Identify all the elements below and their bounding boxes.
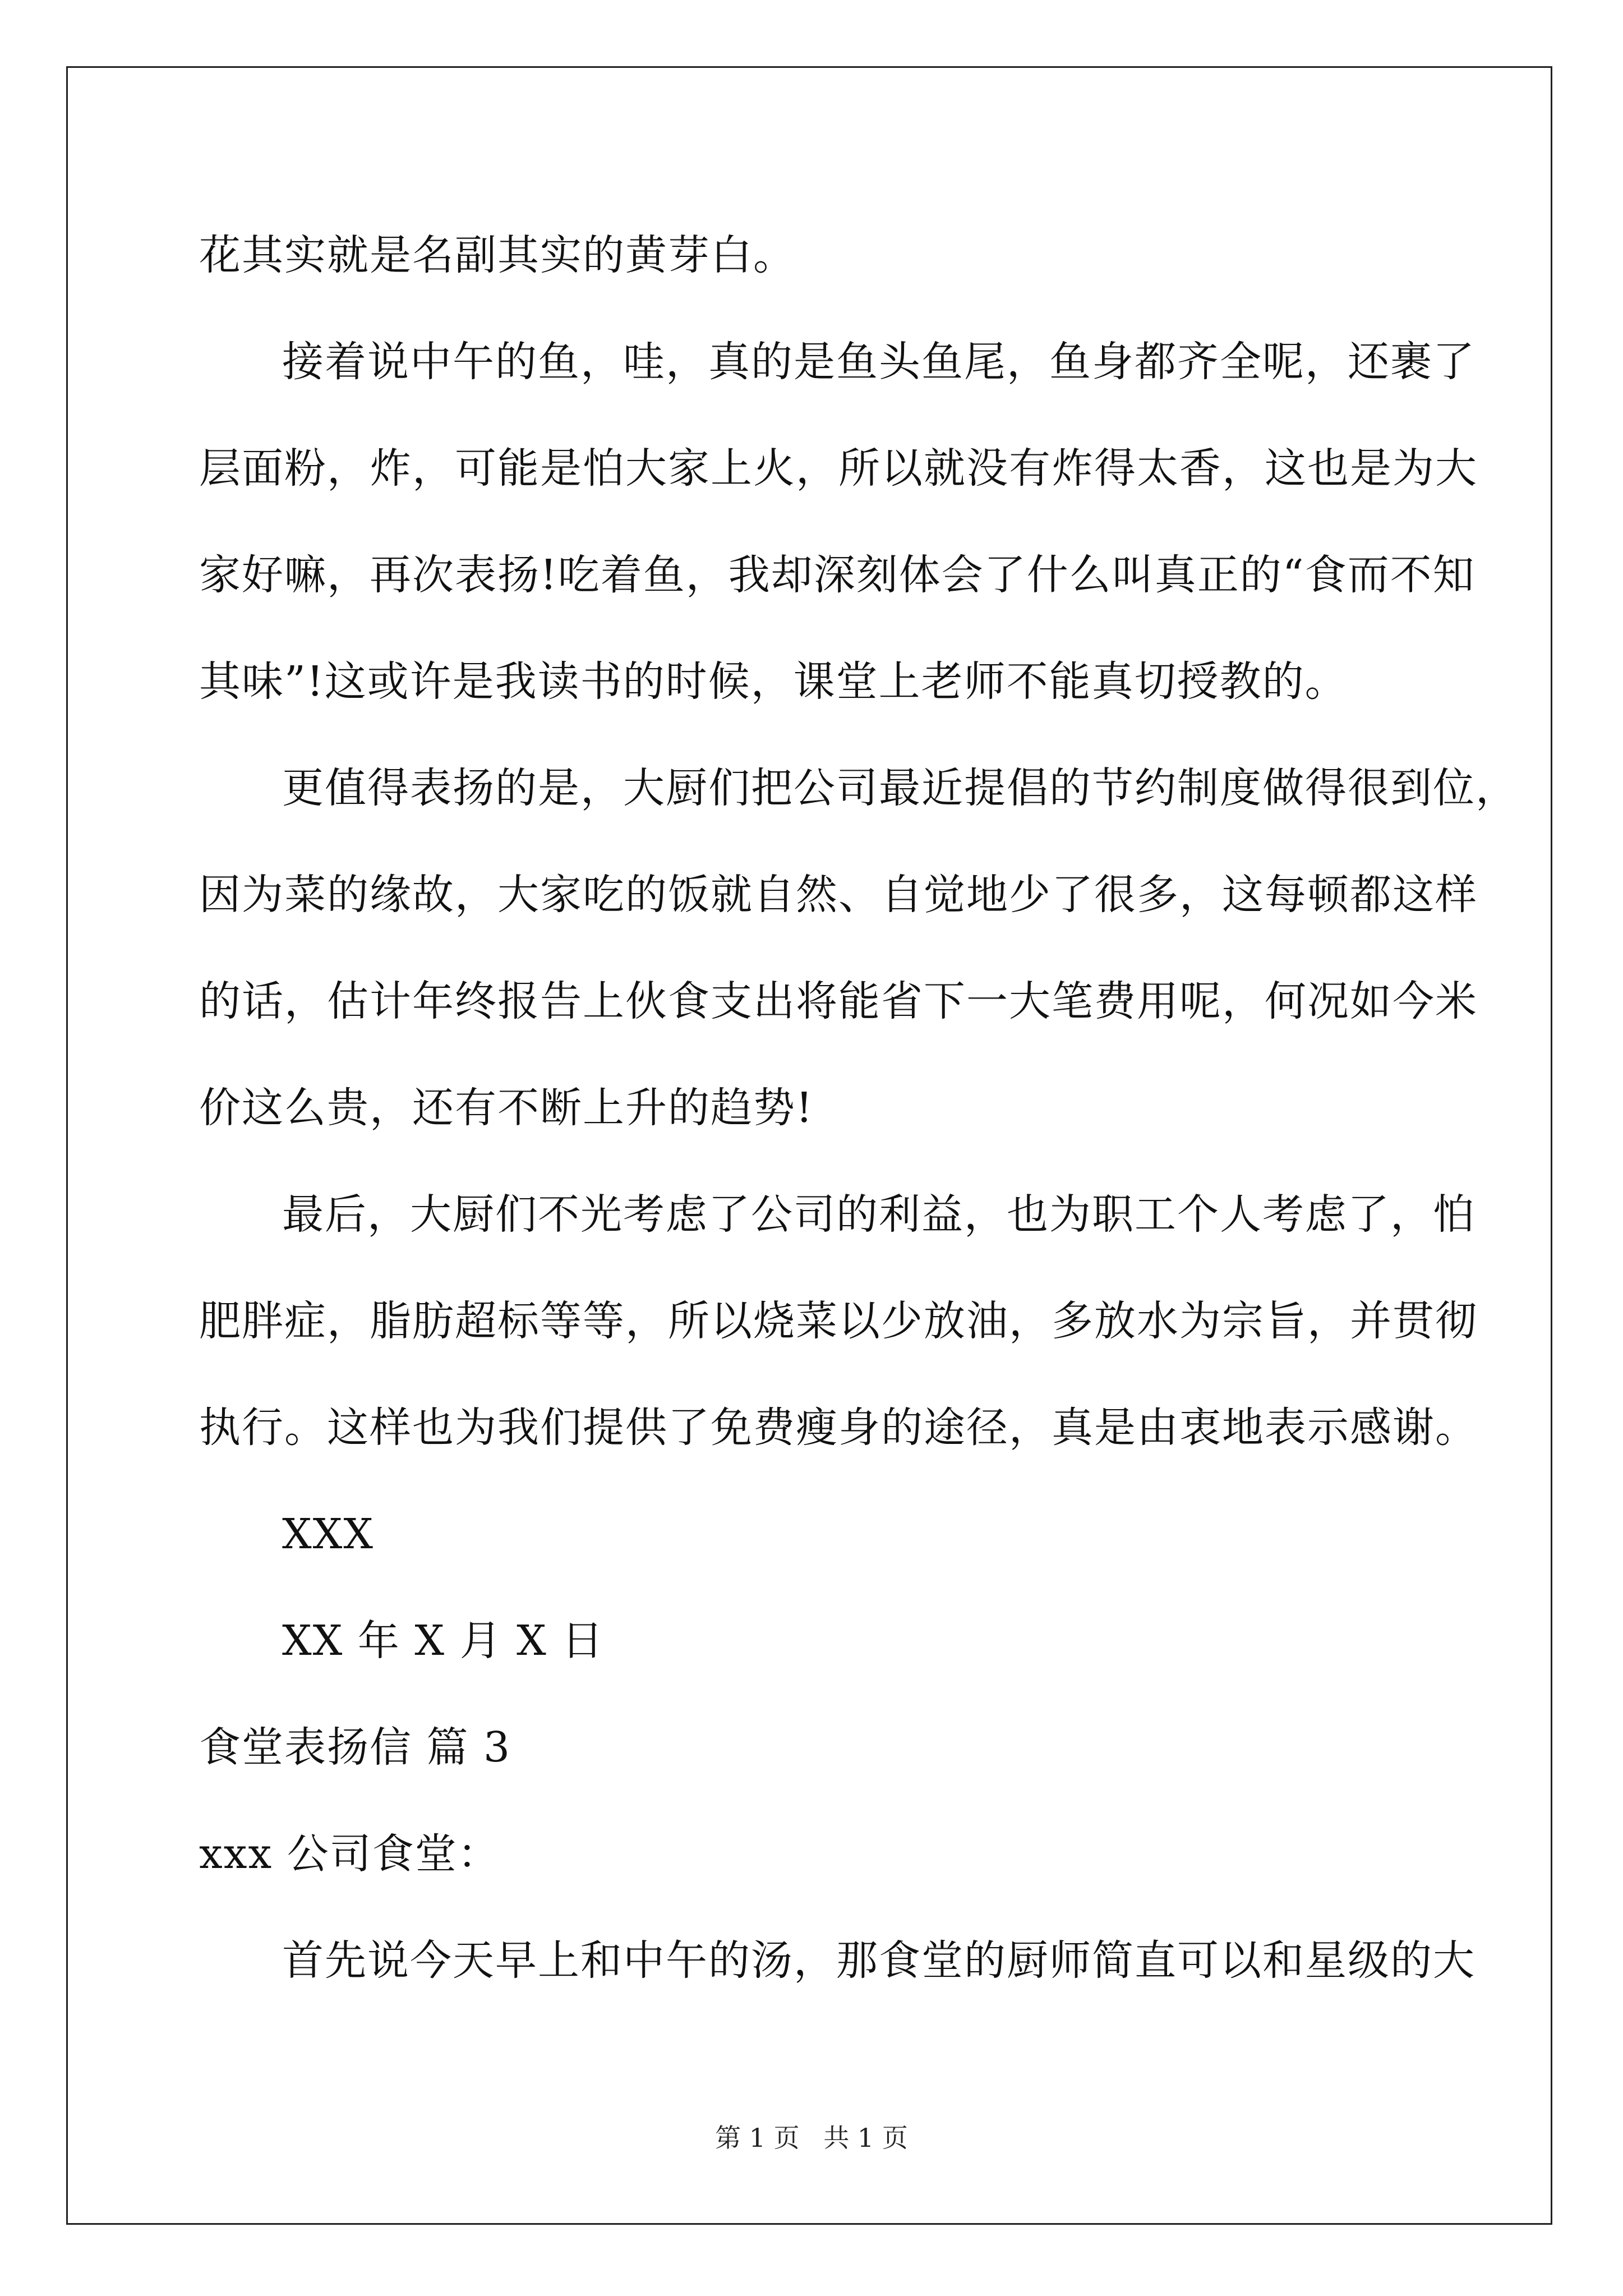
text-line: 花其实就是名副其实的黄芽白。 bbox=[199, 231, 796, 279]
text-line: 层面粉，炸，可能是怕大家上火，所以就没有炸得太香，这也是为大 bbox=[199, 444, 1478, 493]
text-line: 更值得表扬的是，大厨们把公司最近提倡的节约制度做得很到位， bbox=[282, 764, 1518, 812]
text-line: 接着说中午的鱼，哇，真的是鱼头鱼尾，鱼身都齐全呢，还裹了 bbox=[282, 338, 1476, 386]
text-line: 执行。这样也为我们提供了免费瘦身的途径，真是由衷地表示感谢。 bbox=[199, 1404, 1478, 1452]
text-line: 最后，大厨们不光考虑了公司的利益，也为职工个人考虑了，怕 bbox=[282, 1190, 1476, 1239]
text-line: 因为菜的缘故，大家吃的饭就自然、自觉地少了很多，这每顿都这样 bbox=[199, 871, 1478, 919]
section-heading: 食堂表扬信 篇 3 bbox=[199, 1723, 511, 1772]
text-line: 肥胖症，脂肪超标等等，所以烧菜以少放油，多放水为宗旨，并贯彻 bbox=[199, 1297, 1478, 1345]
text-line: 首先说今天早上和中午的汤，那食堂的厨师简直可以和星级的大 bbox=[282, 1936, 1476, 1985]
text-line: 家好嘛，再次表扬!吃着鱼，我却深刻体会了什么叫真正的“食而不知 bbox=[199, 551, 1476, 599]
page-number-total: 共 1 页 bbox=[823, 2123, 908, 2153]
text-line: 价这么贵，还有不断上升的趋势! bbox=[199, 1084, 814, 1132]
document-body bbox=[199, 202, 1518, 2014]
letter-salutation: xxx 公司食堂： bbox=[199, 1830, 500, 1878]
signature-date: XX 年 X 月 X 日 bbox=[282, 1617, 605, 1665]
page-footer bbox=[0, 2118, 1623, 2155]
text-line: 的话，估计年终报告上伙食支出将能省下一大笔费用呢，何况如今米 bbox=[199, 977, 1478, 1025]
text-line: 其味”!这或许是我读书的时候，课堂上老师不能真切授教的。 bbox=[199, 657, 1348, 706]
signature-name: XXX bbox=[282, 1510, 375, 1558]
page-number-current: 第 1 页 bbox=[715, 2123, 800, 2153]
